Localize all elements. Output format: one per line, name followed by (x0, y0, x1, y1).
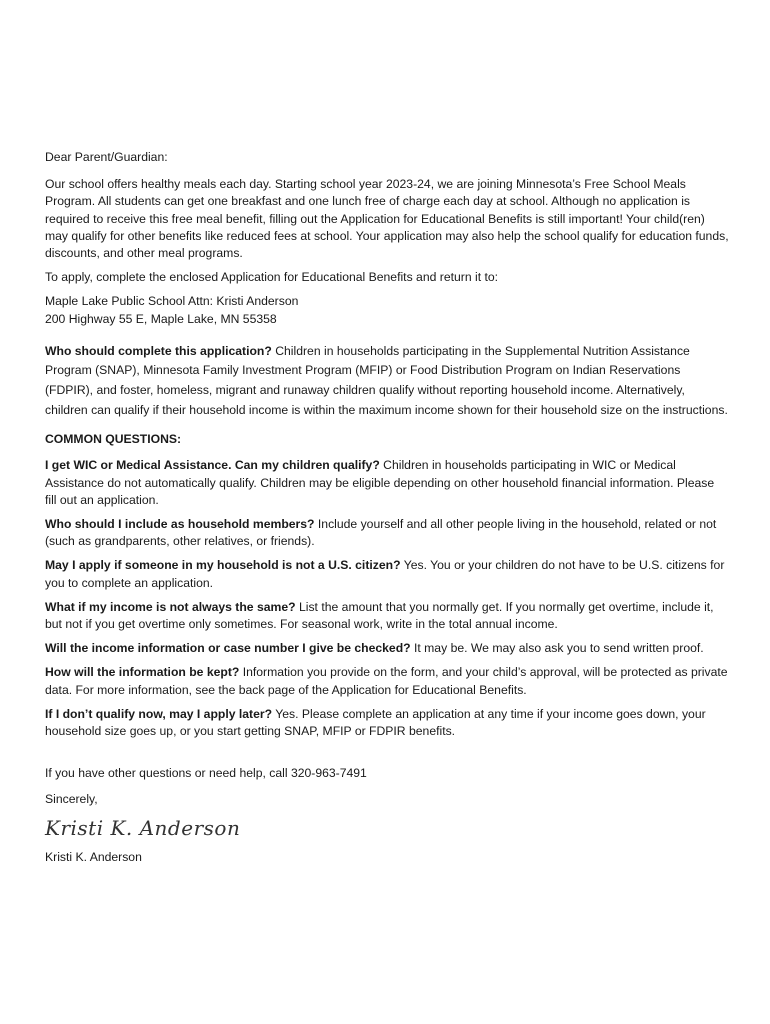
qa-answer: Children in households participating in WIC or Medical Assistance do not automatically qualify. Children may be eligible depending on other household financial information. Please fill out an application. (45, 458, 715, 507)
qa-question: How will the information be kept? (45, 665, 240, 680)
salutation: Dear Parent/Guardian: (45, 150, 168, 164)
qa-answer: Include yourself and all other people living in the household, related or not (such as grandparents, other relatives, or friends). (45, 517, 717, 549)
address-line-2: 200 Highway 55 E, Maple Lake, MN 55358 (45, 311, 277, 326)
qa-question: What if my income is not always the same? (45, 599, 296, 614)
address-line-1: Maple Lake Public School Attn: Kristi Anderson (45, 294, 299, 309)
qa-question: Will the income information or case number I give be checked? (45, 641, 411, 656)
qa-item (45, 706, 729, 740)
apply-instructions: To apply, complete the enclosed Application for Educational Benefits and return it to: (45, 270, 499, 285)
qa-answer: Information you provide on the form, and your child’s approval, will be protected as private data. For more information, see the back page of the Application for Educational Benefits. (45, 665, 728, 697)
closing: Sincerely, (45, 792, 98, 807)
who-answer: Children in households participating in the Supplemental Nutrition Assistance Program (SNAP), Minnesota Family Investment Program (MFIP) or Food Distribution Program on Indian Reservations (FDPIR), and foster, homeless, migrant and runaway children qualify without reporting household income. Alternatively, children can qualify if their household income is within the maximum income shown for their household size on the instructions. (45, 343, 728, 417)
qa-answer: List the amount that you normally get. If you normally get overtime, include it, but not if you get overtime only sometimes. For seasonal work, write in the total annual income. (45, 599, 714, 632)
qa-item (45, 516, 729, 550)
qa-answer: It may be. We may also ask you to send written proof. (410, 641, 704, 656)
qa-item (45, 457, 729, 509)
who-question: Who should complete this application? (45, 343, 272, 358)
help-contact: If you have other questions or need help, call 320-963-7491 (45, 766, 367, 781)
signer-name: Kristi K. Anderson (45, 849, 142, 864)
handwritten-signature: Kristi K. Anderson (45, 815, 241, 840)
who-should-complete-paragraph (45, 342, 729, 420)
qa-answer: Yes. Please complete an application at any time if your income goes down, your household size goes up, or you start getting SNAP, MFIP or FDPIR benefits. (45, 706, 706, 739)
letter-body (45, 149, 729, 866)
qa-answer: Yes. You or your children do not have to be U.S. citizens for you to complete an application. (45, 558, 725, 590)
intro-paragraph: Our school offers healthy meals each day. Starting school year 2023-24, we are joining Minnesota’s Free School Meals Program. All students can get one breakfast and one lunch free of charge each day at school. Although no application is required to receive this free meal benefit, filling out the Application for Educational Benefits is still important! Your child(ren) may qualify for other benefits like reduced fees at school. Your application may also help the school qualify for education funds, discounts, and other meal programs. (45, 177, 729, 261)
qa-item (45, 640, 729, 657)
qa-item (45, 599, 729, 633)
qa-item (45, 557, 729, 591)
qa-question: May I apply if someone in my household is not a U.S. citizen? (45, 558, 401, 573)
qa-item (45, 664, 729, 698)
return-address (45, 293, 729, 327)
common-questions-heading: COMMON QUESTIONS: (45, 432, 182, 447)
qa-question: Who should I include as household members? (45, 517, 315, 532)
qa-question: I get WIC or Medical Assistance. Can my children qualify? (45, 458, 380, 473)
qa-question: If I don’t qualify now, may I apply later? (45, 706, 273, 721)
